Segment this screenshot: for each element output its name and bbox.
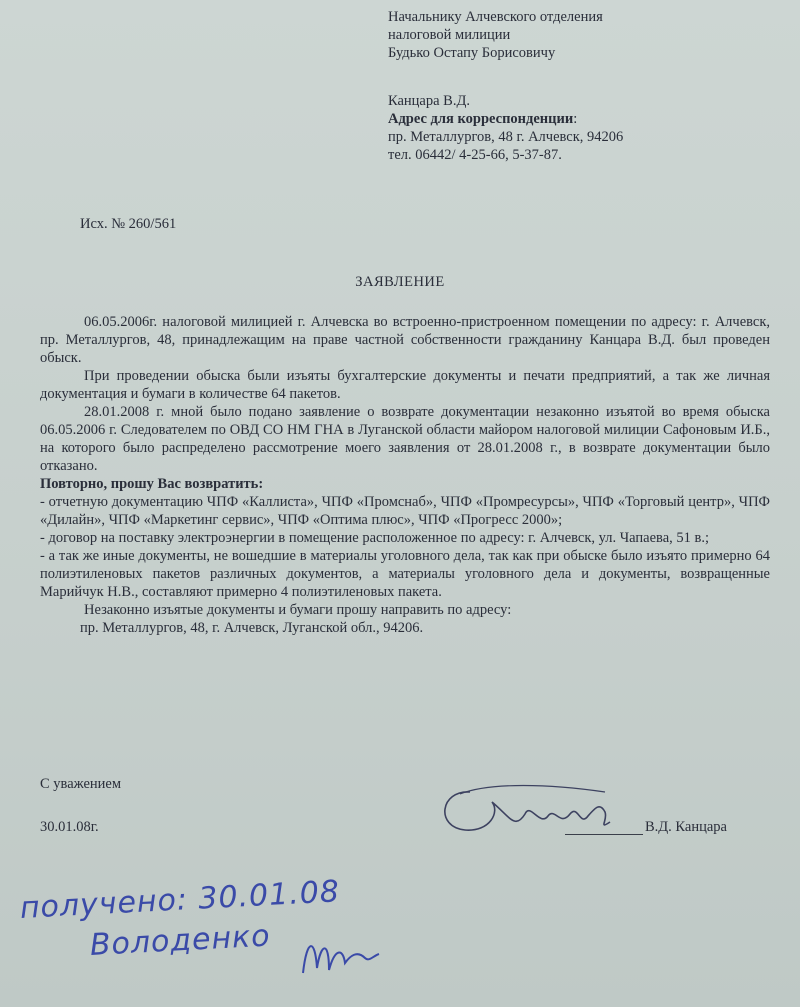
recipient-line-2: налоговой милиции — [388, 27, 511, 43]
signatory-name: В.Д. Канцара — [645, 819, 727, 835]
recipient-line-3: Будько Остапу Борисовичу — [388, 45, 556, 61]
letter-body — [40, 313, 770, 637]
sender-block — [388, 92, 788, 164]
received-note-text: получено: 30.01.08 — [19, 874, 341, 926]
sender-name: Канцара В.Д. — [388, 93, 470, 109]
recipient-line-1: Начальнику Алчевского отделения — [388, 9, 603, 25]
receiver-signature — [89, 918, 272, 963]
paragraph-search: 06.05.2006г. налоговой милицией г. Алчевска во встроенно-пристроенном помещении по адресу: г. Алчевск, пр. Металлургов, 48, принадлежащим на праве частной собственности гражданину Канцара В.Д. был проведен обыск. — [40, 314, 770, 366]
sender-address-label: Адрес для корреспонденции — [388, 111, 574, 127]
request-item-contract: - договор на поставку электроэнергии в помещение расположенное по адресу: г. Алчевск, ул. Чапаева, 51 в.; — [40, 530, 710, 546]
receiver-signature-scribble — [295, 928, 385, 988]
document-title: ЗАЯВЛЕНИЕ — [355, 274, 445, 290]
received-note — [19, 874, 341, 926]
paragraph-refusal: 28.01.2008 г. мной было подано заявление о возврате документации незаконно изъятой во время обыска 06.05.2006 г. Следователем по ОВД СО НМ ГНА в Луганской области майором налоговой милиции Сафоновым И.Б., на которого было распределено рассмотрение моего заявления от 28.01.2008 г., в возврате документации было отказано. — [40, 404, 770, 474]
closing-regards: С уважением — [40, 776, 122, 792]
outgoing-number: Исх. № 260/561 — [80, 216, 177, 232]
closing-date: 30.01.08г. — [40, 819, 99, 835]
paragraph-return: Незаконно изъятые документы и бумаги прошу направить по адресу: — [84, 602, 512, 618]
paragraph-seized: При проведении обыска были изъяты бухгалтерские документы и печати предприятий, а так же личная документация и бумаги в количестве 64 пакетов. — [40, 368, 770, 402]
request-item-reporting: - отчетную документацию ЧПФ «Каллиста», ЧПФ «Промснаб», ЧПФ «Промресурсы», ЧПФ «Торговый центр», ЧПФ «Дилайн», ЧПФ «Маркетинг сервис», ЧПФ «Оптима плюс», ЧПФ «Прогресс 2000»; — [40, 494, 770, 528]
sender-phone: тел. 06442/ 4-25-66, 5-37-87. — [388, 147, 562, 163]
signature-line — [565, 834, 643, 835]
sender-address-label-row: Адрес для корреспонденции: — [388, 111, 578, 127]
request-item-other: - а так же иные документы, не вошедшие в материалы уголовного дела, так как при обыске было изъято примерно 64 полиэтиленовых пакетов различных документов, а материалы уголовного дела и документы, возвращенные Марийчук Н.В., составляют примерно 4 полиэтиленовых пакета. — [40, 548, 770, 600]
recipient-block — [388, 8, 788, 62]
request-heading: Повторно, прошу Вас возвратить: — [40, 476, 264, 492]
sender-address: пр. Металлургов, 48 г. Алчевск, 94206 — [388, 129, 624, 145]
receiver-name: Володенко — [89, 918, 272, 963]
return-address: пр. Металлургов, 48, г. Алчевск, Луганской обл., 94206. — [80, 620, 424, 636]
signature-image — [430, 772, 630, 842]
